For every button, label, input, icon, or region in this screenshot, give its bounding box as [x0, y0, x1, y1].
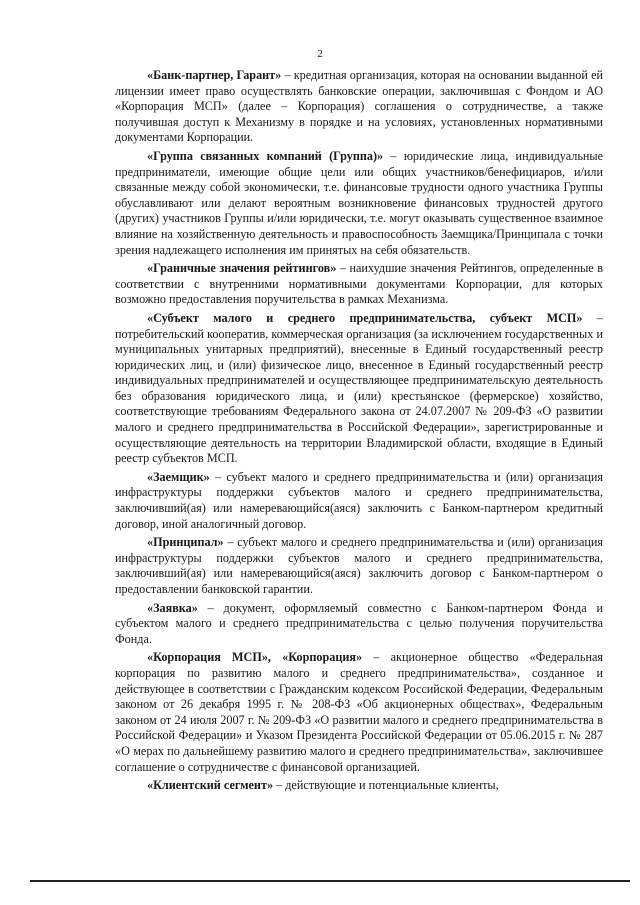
definition-text: – субъект малого и среднего предпринимательства и (или) организация инфраструктуры поддержки субъектов малого и среднего предпринимательства, заключивший(ая) или намеревающийся(аяся) заключить с Банком-партнером кредитный договор, иной аналогичный договор.: [115, 469, 603, 531]
definition-client-segment: [115, 778, 603, 794]
definition-text: – кредитная организация, которая на основании выданной ей лицензии имеет право осуществлять банковские операции, заключившая с Фондом и АО «Корпорация МСП» (далее – Корпорация) соглашения о сотрудничестве, а также получившая доступ к Механизму в порядке и на условиях, установленных нормативными документами Корпорации.: [115, 68, 603, 145]
definition-application: [115, 601, 603, 648]
definition-borrower: [115, 470, 603, 532]
page-bottom-rule: [30, 880, 630, 882]
definition-text: – акционерное общество «Федеральная корпорация по развитию малого и среднего предпринимательства», созданное и действующее в соответствии с Гражданским кодексом Российской Федерации, Федеральным законом от 26 декабря 1995 г. № 208-ФЗ «Об акционерных обществах», Федеральным законом от 24 июля 2007 г. № 209-ФЗ «О развитии малого и среднего предпринимательства в Российской Федерации» и Указом Президента Российской Федерации от 05.06.2015 г. № 287 «О мерах по дальнейшему развитию малого и среднего предпринимательства», заключившее соглашение о сотрудничестве с финансовой организацией.: [115, 650, 603, 774]
definition-term: «Субъект малого и среднего предпринимательства, субъект МСП»: [147, 310, 583, 325]
definition-term: «Корпорация МСП», «Корпорация»: [147, 650, 363, 665]
definition-group: [115, 149, 603, 258]
definition-term: «Принципал»: [147, 535, 224, 550]
definition-text: – действующие и потенциальные клиенты,: [273, 778, 499, 793]
definition-text: – документ, оформляемый совместно с Банком-партнером Фонда и субъектом малого и среднего предпринимательства с целью получения поручительства Фонда.: [115, 600, 603, 646]
definition-sme-subject: [115, 311, 603, 467]
definition-text: – субъект малого и среднего предпринимательства и (или) организация инфраструктуры поддержки субъектов малого и среднего предпринимательства, заключивший(ая) или намеревающийся(аяся) заключить договор с Банком-партнером о предоставлении банковской гарантии.: [115, 535, 603, 596]
definition-corporation: [115, 650, 603, 775]
definition-term: «Группа связанных компаний (Группа)»: [147, 148, 384, 163]
definition-term: «Банк-партнер, Гарант»: [147, 68, 282, 82]
definition-text: – юридические лица, индивидуальные предприниматели, имеющие общие цели или общих участников/бенефициаров, и/или связанные между собой экономически, т.е. финансовые трудности одного участника Группы обуславливают или делают вероятным возникновение финансовых трудностей другого (других) участников Группы и/или юридически, т.е. могут оказывать существенное взаимное влияние на хозяйственную деятельность и правоспособность Заемщика/Принципала с точки зрения надлежащего исполнения им принятых на себя обязательств.: [115, 148, 603, 257]
definition-text: – потребительский кооператив, коммерческая организация (за исключением государственных и муниципальных унитарных предприятий), внесенные в Единый государственный реестр юридических лиц, и (или) физическое лицо, внесенное в Единый государственный реестр индивидуальных предпринимателей и осуществляющее предпринимательскую деятельность без образования юридического лица, и (или) крестьянское (фермерское) хозяйство, соответствующие требованиям Федерального закона от 24.07.2007 № 209-ФЗ «О развитии малого и среднего предпринимательства в Российской Федерации», зарегистрированные и осуществляющие деятельность на территории Владимирской области, входящие в Единый реестр субъектов МСП.: [115, 310, 604, 466]
definition-text: – наихудшие значения Рейтингов, определенные в соответствии с внутренними нормативными документами Корпорации, для которых возможно предоставления поручительства в рамках Механизма.: [115, 261, 603, 307]
definition-term: «Граничные значения рейтингов»: [147, 261, 337, 276]
definitions-section: [115, 68, 603, 797]
page-number: 2: [317, 48, 323, 60]
definition-bank-partner: [115, 68, 603, 146]
definition-principal: [115, 535, 603, 597]
definition-term: «Клиентский сегмент»: [147, 778, 274, 793]
definition-rating-limits: [115, 261, 603, 308]
definition-term: «Заемщик»: [147, 469, 210, 484]
definition-term: «Заявка»: [147, 600, 198, 615]
